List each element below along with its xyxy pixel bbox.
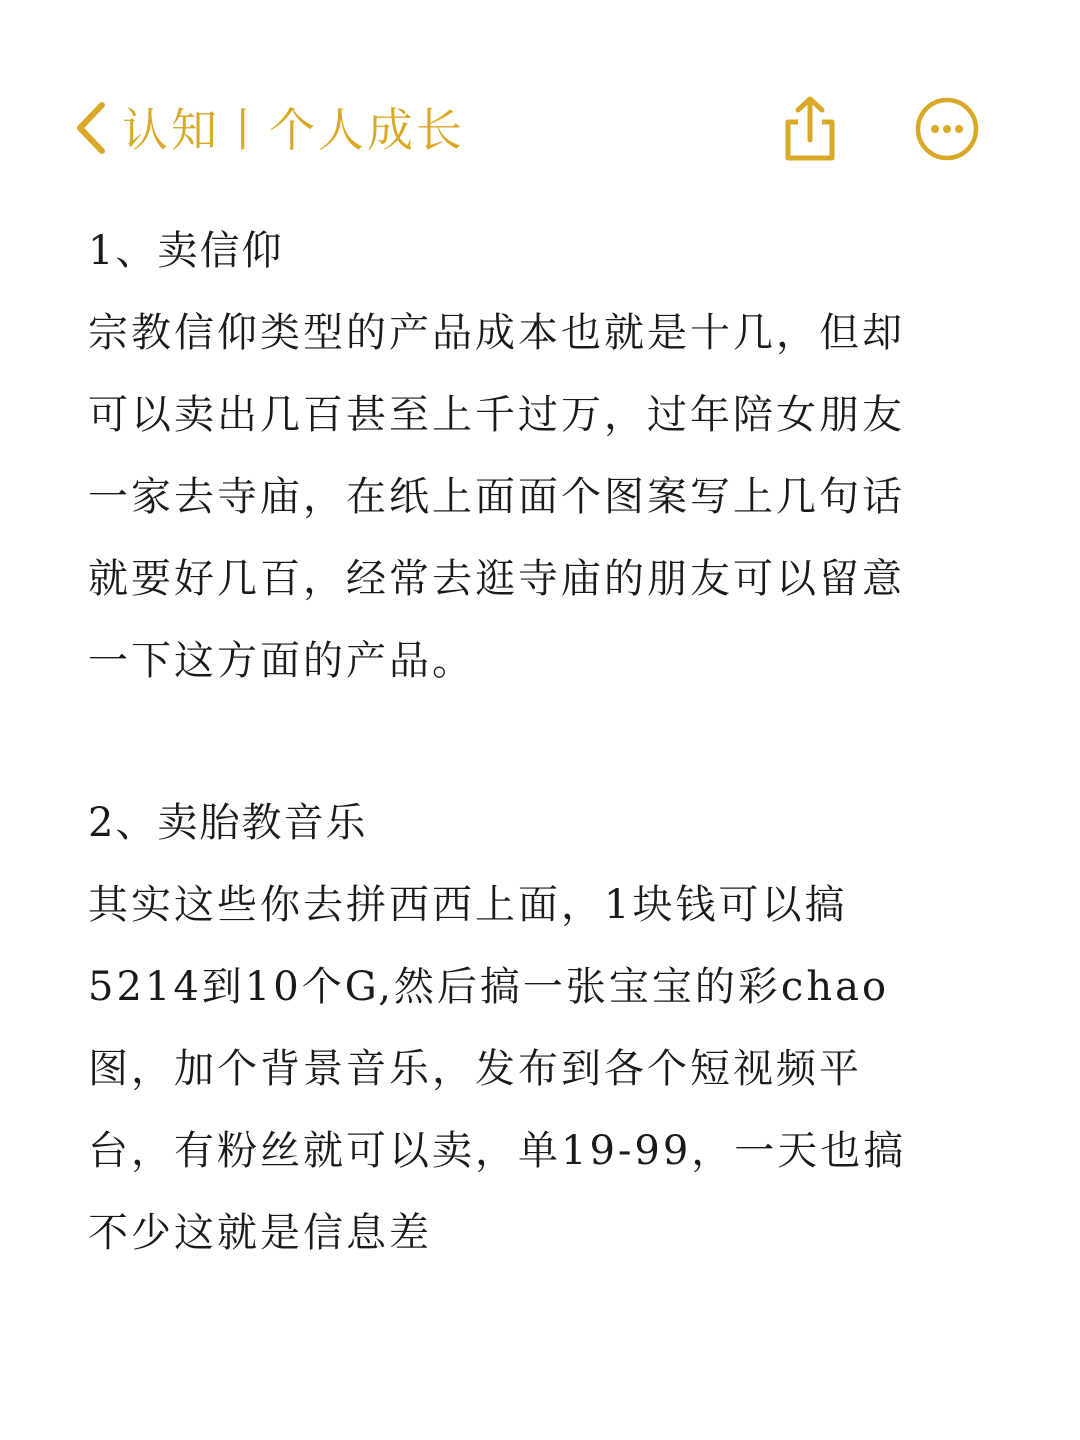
- text-line: 其实这些你去拼西西上面，1块钱可以搞: [88, 882, 848, 928]
- note-section-2: [88, 782, 988, 1274]
- text-line: 台，有粉丝就可以卖，单19-99，一天也搞: [88, 1128, 907, 1174]
- share-button[interactable]: [778, 94, 842, 164]
- text-line: 不少这就是信息差: [88, 1210, 432, 1256]
- text-line: 就要好几百，经常去逛寺庙的朋友可以留意: [88, 556, 905, 602]
- note-toolbar: [0, 90, 1080, 170]
- text-line: 宗教信仰类型的产品成本也就是十几，但却: [88, 310, 905, 356]
- section-heading: 2、卖胎教音乐: [88, 800, 368, 846]
- folder-title: 认知丨个人成长: [122, 103, 465, 157]
- text-line: 一家去寺庙，在纸上面面个图案写上几句话: [88, 474, 905, 520]
- note-body[interactable]: [88, 210, 988, 1274]
- more-button[interactable]: [914, 96, 980, 162]
- chevron-left-icon: [70, 99, 110, 161]
- back-button[interactable]: [70, 96, 110, 164]
- text-line: 一下这方面的产品。: [88, 638, 475, 684]
- more-icon: [914, 96, 980, 162]
- text-line: 图，加个背景音乐，发布到各个短视频平: [88, 1046, 862, 1092]
- text-line: 5214到10个G,然后搞一张宝宝的彩chao: [88, 964, 890, 1010]
- note-section-1: [88, 210, 988, 702]
- text-line: 可以卖出几百甚至上千过万，过年陪女朋友: [88, 392, 905, 438]
- share-icon: [778, 94, 842, 164]
- section-heading: 1、卖信仰: [88, 228, 284, 274]
